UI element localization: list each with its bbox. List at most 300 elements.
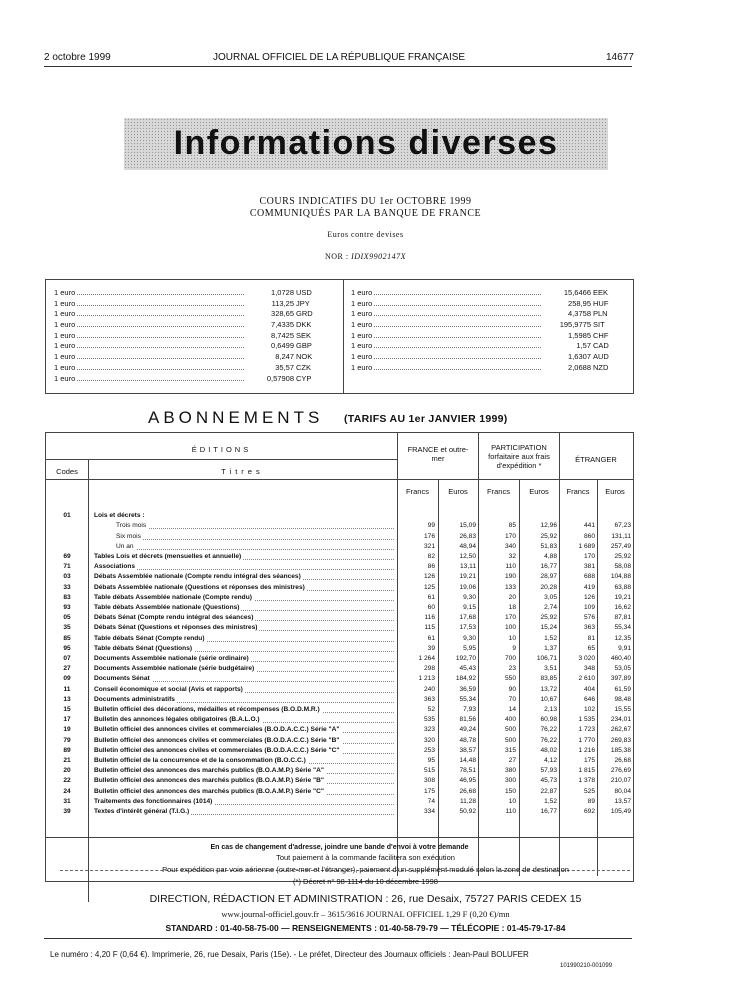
price-cell: 185,38 xyxy=(610,746,631,754)
table-row xyxy=(46,604,633,614)
price-cell: 51,83 xyxy=(540,542,557,550)
price-cell: 419 xyxy=(583,583,595,591)
currency-code: CHF xyxy=(593,330,609,340)
row-code: 05 xyxy=(63,614,71,622)
row-title: Six mois xyxy=(116,532,141,540)
row-code: 15 xyxy=(63,706,71,713)
price-cell: 26,68 xyxy=(614,757,631,764)
price-cell: 90 xyxy=(508,685,516,693)
row-code: 39 xyxy=(63,808,71,815)
price-cell: 52 xyxy=(427,706,435,713)
price-cell: 25,92 xyxy=(540,532,557,540)
row-divider xyxy=(46,459,397,460)
price-cell: 1 213 xyxy=(418,675,435,683)
dot-leader xyxy=(116,539,394,540)
price-cell: 57,93 xyxy=(540,767,557,775)
rate-row xyxy=(351,352,621,363)
row-divider xyxy=(46,837,633,838)
price-cell: 48,78 xyxy=(459,736,476,744)
price-cell: 380 xyxy=(504,767,516,775)
dot-leader xyxy=(94,569,394,570)
table-row xyxy=(46,757,633,767)
subscription-table xyxy=(45,432,634,882)
price-cell: 9,91 xyxy=(618,644,631,652)
table-row xyxy=(46,614,633,624)
price-cell: 240 xyxy=(423,685,435,693)
price-cell: 126 xyxy=(583,593,595,601)
row-code: 27 xyxy=(63,665,71,673)
row-title: Bulletin des annonces légales obligatoires (B.A.L.O.) xyxy=(94,716,260,724)
price-cell: 63,88 xyxy=(614,583,631,591)
row-title: Débats Sénat (Compte rendu intégral des séances) xyxy=(94,614,254,622)
row-code: 89 xyxy=(63,746,71,754)
price-cell: 25,92 xyxy=(614,553,631,560)
rate-value: 15,6466 xyxy=(563,288,591,297)
cours-line2: COMMUNIQUÉS PAR LA BANQUE DE FRANCE xyxy=(249,208,482,219)
row-code: 93 xyxy=(63,604,71,611)
price-cell: 9,30 xyxy=(463,593,476,601)
dot-leader xyxy=(374,347,541,348)
decret-note: (*) Décret n° 98-1114 du 10 décembre 1998 xyxy=(293,877,438,886)
expedition-note: Pour expédition par voie aérienne (outre-mer et l'étranger), paiement d'un supplément modulé selon la zone de destination xyxy=(162,865,569,874)
price-cell: 61 xyxy=(427,593,435,601)
table-row xyxy=(46,726,633,736)
rate-value: 0,6499 xyxy=(271,341,294,351)
currency-code: SEK xyxy=(296,330,312,340)
price-cell: 1 815 xyxy=(578,767,595,775)
price-cell: 60 xyxy=(427,604,435,611)
price-cell: 175 xyxy=(583,757,595,764)
currency-code: DKK xyxy=(296,320,312,330)
row-code: 03 xyxy=(63,573,71,581)
price-cell: 381 xyxy=(583,563,595,571)
table-row xyxy=(46,808,633,818)
price-cell: 170 xyxy=(583,553,595,560)
dot-leader xyxy=(77,326,244,327)
price-cell: 308 xyxy=(423,777,435,785)
price-cell: 3,51 xyxy=(544,665,557,673)
price-cell: 48,02 xyxy=(540,746,557,754)
price-cell: 17,53 xyxy=(459,624,476,632)
table-row xyxy=(46,512,633,522)
price-cell: 102 xyxy=(583,706,595,713)
rate-unit: 1 euro xyxy=(351,298,373,308)
header-codes: Codes xyxy=(56,467,78,476)
price-cell: 4,12 xyxy=(544,757,557,764)
rate-row xyxy=(54,320,324,331)
row-title: Documents administratifs xyxy=(94,695,175,703)
website-line: www.journal-officiel.gouv.fr – 3615/3616 JOURNAL OFFICIEL 1,29 F (0,20 €)/mn xyxy=(221,909,510,919)
price-cell: 110 xyxy=(505,563,516,571)
header-francs-3: Francs xyxy=(566,487,590,496)
price-cell: 190 xyxy=(504,573,516,581)
row-code: 71 xyxy=(63,563,71,571)
price-cell: 535 xyxy=(423,716,435,724)
price-cell: 38,57 xyxy=(459,746,476,754)
price-cell: 27 xyxy=(508,757,516,764)
table-row xyxy=(46,696,633,706)
rate-value: 328,65 xyxy=(271,309,294,319)
table-row xyxy=(46,594,633,604)
price-cell: 646 xyxy=(583,695,595,703)
price-cell: 133 xyxy=(504,583,516,591)
rate-unit: 1 euro xyxy=(54,362,76,372)
price-cell: 20,28 xyxy=(540,583,557,591)
cours-subtitle: Euros contre devises xyxy=(327,230,404,239)
currency-code: JPY xyxy=(296,298,310,308)
price-cell: 98,48 xyxy=(614,695,631,703)
dot-leader xyxy=(374,358,541,359)
price-cell: 95 xyxy=(427,757,435,764)
row-title: Conseil économique et social (Avis et rapports) xyxy=(94,685,243,693)
rate-unit: 1 euro xyxy=(351,341,373,351)
rate-row xyxy=(54,352,324,363)
price-cell: 321 xyxy=(423,542,435,550)
price-cell: 1,37 xyxy=(544,644,557,652)
price-cell: 363 xyxy=(423,695,435,703)
price-cell: 323 xyxy=(423,726,435,734)
row-title: Documents Sénat xyxy=(94,675,150,683)
price-cell: 348 xyxy=(583,665,595,673)
rate-unit: 1 euro xyxy=(351,362,373,372)
section-title: Informations diverses xyxy=(173,124,559,162)
table-row xyxy=(46,686,633,696)
price-cell: 10 xyxy=(508,797,516,805)
table-row xyxy=(46,716,633,726)
price-cell: 23 xyxy=(508,665,516,673)
price-cell: 175 xyxy=(423,787,435,795)
row-title: Débats Assemblée nationale (Compte rendu intégral des séances) xyxy=(94,573,301,581)
row-title: Tables Lois et décrets (mensuelles et annuelle) xyxy=(94,553,242,560)
row-title: Documents Assemblée nationale (série budgétaire) xyxy=(94,665,255,673)
price-cell: 53,05 xyxy=(614,665,631,673)
row-title: Textes d'intérêt général (T.I.G.) xyxy=(94,808,190,815)
price-cell: 500 xyxy=(504,726,516,734)
footer-rule xyxy=(44,938,632,939)
row-title: Traitements des fonctionnaires (1014) xyxy=(94,797,213,805)
rate-row xyxy=(351,341,621,352)
rate-row xyxy=(54,331,324,342)
row-code: 85 xyxy=(63,634,71,642)
dot-leader xyxy=(77,380,244,381)
row-code: 07 xyxy=(63,655,71,662)
dot-leader xyxy=(374,305,541,306)
price-cell: 81,56 xyxy=(459,716,476,724)
price-cell: 116 xyxy=(424,614,435,622)
price-cell: 688 xyxy=(583,573,595,581)
row-code: 21 xyxy=(63,757,71,764)
price-cell: 692 xyxy=(583,808,595,815)
rate-row xyxy=(351,320,621,331)
price-cell: 18 xyxy=(508,604,516,611)
bottom-code: 101990210-001099 xyxy=(560,963,613,969)
rate-unit: 1 euro xyxy=(54,330,76,340)
rates-divider xyxy=(343,280,344,393)
rate-row xyxy=(351,288,621,299)
row-code: 24 xyxy=(63,787,71,795)
price-cell: 12,50 xyxy=(459,553,476,560)
row-title: Table débats Sénat (Compte rendu) xyxy=(94,634,205,642)
rate-value: 8,247 xyxy=(275,352,294,362)
price-cell: 515 xyxy=(423,767,435,775)
price-cell: 12,35 xyxy=(614,634,631,642)
rate-value: 1,6307 xyxy=(568,352,591,362)
rates-right-column xyxy=(351,288,621,374)
price-cell: 22,87 xyxy=(540,787,557,795)
price-cell: 10,67 xyxy=(540,695,557,703)
rate-row xyxy=(54,363,324,374)
price-cell: 184,92 xyxy=(455,675,476,683)
rate-row xyxy=(54,341,324,352)
price-cell: 7,93 xyxy=(463,706,476,713)
price-cell: 85 xyxy=(508,522,516,530)
currency-code: SIT xyxy=(593,320,605,330)
dot-leader xyxy=(77,358,244,359)
rate-value: 8,7425 xyxy=(271,330,294,340)
direction-address: DIRECTION, RÉDACTION ET ADMINISTRATION : 26, rue Desaix, 75727 PARIS CEDEX 15 xyxy=(149,893,582,905)
page-number: 14677 xyxy=(606,52,634,63)
price-cell: 1 264 xyxy=(418,655,435,662)
dot-leader xyxy=(77,294,244,295)
header-francs-1: Francs xyxy=(406,487,429,496)
price-cell: 262,67 xyxy=(610,726,631,734)
table-row xyxy=(46,665,633,675)
row-title: Un an xyxy=(116,542,134,550)
dot-leader xyxy=(374,315,541,316)
price-cell: 1 723 xyxy=(578,726,595,734)
price-cell: 86 xyxy=(427,563,435,571)
rate-value: 195,9775 xyxy=(559,320,591,330)
price-cell: 1 535 xyxy=(578,716,595,724)
issue-date: 2 octobre 1999 xyxy=(44,52,111,63)
dot-leader xyxy=(374,369,541,370)
price-cell: 192,70 xyxy=(455,655,476,662)
price-cell: 104,88 xyxy=(610,573,631,581)
currency-code: CYP xyxy=(296,373,312,383)
price-cell: 110 xyxy=(505,808,516,815)
rates-left-column xyxy=(54,288,324,384)
price-cell: 550 xyxy=(504,675,516,683)
price-cell: 32 xyxy=(508,553,516,560)
price-cell: 1 378 xyxy=(578,777,595,785)
price-cell: 3 020 xyxy=(578,655,595,662)
rate-value: 4,3758 xyxy=(568,309,591,319)
row-title: Bulletin officiel de la concurrence et de la consommation (B.O.C.C.) xyxy=(94,757,306,764)
price-cell: 14 xyxy=(508,706,516,713)
price-cell: 1,52 xyxy=(544,797,557,805)
price-cell: 87,81 xyxy=(614,614,631,622)
price-cell: 16,77 xyxy=(540,563,557,571)
price-cell: 16,77 xyxy=(540,808,557,815)
row-code: 95 xyxy=(63,644,71,652)
row-code: 09 xyxy=(63,675,71,683)
currency-code: GRD xyxy=(296,309,313,319)
price-cell: 26,68 xyxy=(459,787,476,795)
nor-reference: NOR : IDIX9902147X xyxy=(324,252,406,261)
price-cell: 576 xyxy=(583,614,595,622)
rate-unit: 1 euro xyxy=(54,320,76,330)
price-cell: 17,68 xyxy=(459,614,476,622)
rate-value: 2,0688 xyxy=(568,362,591,372)
price-cell: 1 689 xyxy=(578,542,595,550)
row-title: Débats Sénat (Questions et réponses des ministres) xyxy=(94,624,258,632)
price-cell: 3,05 xyxy=(544,593,557,601)
price-cell: 25,92 xyxy=(540,614,557,622)
price-cell: 46,95 xyxy=(459,777,476,785)
row-code: 35 xyxy=(63,624,71,632)
row-title: Table débats Assemblée nationale (Questions) xyxy=(94,604,240,611)
price-cell: 320 xyxy=(423,736,435,744)
price-cell: 81 xyxy=(587,634,595,642)
rate-unit: 1 euro xyxy=(54,341,76,351)
dot-leader xyxy=(77,337,244,338)
tarifs-subtitle: (TARIFS AU 1er JANVIER 1999) xyxy=(344,413,508,425)
price-cell: 363 xyxy=(583,624,595,632)
change-notice: En cas de changement d'adresse, joindre une bande d'envoi à votre demande xyxy=(210,844,469,851)
price-cell: 1 770 xyxy=(578,736,595,744)
table-row xyxy=(46,573,633,583)
price-cell: 1 216 xyxy=(578,746,595,754)
row-code: 83 xyxy=(63,593,71,601)
price-cell: 45,43 xyxy=(459,665,476,673)
price-cell: 500 xyxy=(504,736,516,744)
price-cell: 78,51 xyxy=(459,767,476,775)
rate-unit: 1 euro xyxy=(351,330,373,340)
price-cell: 39 xyxy=(427,644,435,652)
price-cell: 257,49 xyxy=(610,542,631,550)
abonnements-title: ABONNEMENTS xyxy=(148,408,324,427)
row-title: Bulletin officiel des annonces civiles et commerciales (B.O.D.A.C.C.) Série "A" xyxy=(94,726,340,734)
price-cell: 16,62 xyxy=(614,604,631,611)
row-title: Associations xyxy=(94,563,136,571)
payment-note: Tout paiement à la commande facilitera son exécution xyxy=(276,853,455,862)
currency-code: NOK xyxy=(296,352,313,362)
price-cell: 83,85 xyxy=(540,675,557,683)
row-code: 79 xyxy=(63,736,71,744)
price-cell: 74 xyxy=(427,797,435,805)
price-cell: 105,49 xyxy=(610,808,631,815)
price-cell: 400 xyxy=(504,716,516,724)
price-cell: 19,21 xyxy=(614,593,631,601)
table-row xyxy=(46,635,633,645)
price-cell: 150 xyxy=(504,787,516,795)
price-cell: 334 xyxy=(423,808,435,815)
price-cell: 269,83 xyxy=(610,736,631,744)
dot-leader xyxy=(77,305,244,306)
cours-line1: COURS INDICATIFS DU 1er OCTOBRE 1999 xyxy=(259,196,472,207)
price-cell: 210,07 xyxy=(610,777,631,785)
rate-row xyxy=(54,374,324,385)
row-code: 01 xyxy=(63,512,71,519)
rate-row xyxy=(54,299,324,310)
row-code: 33 xyxy=(63,583,71,591)
rate-value: 0,57908 xyxy=(266,373,294,383)
table-row xyxy=(46,737,633,747)
price-cell: 2,13 xyxy=(544,706,557,713)
header-euros-1: Euros xyxy=(448,487,468,496)
table-row xyxy=(46,788,633,798)
price-cell: 100 xyxy=(504,624,516,632)
price-cell: 19,21 xyxy=(459,573,476,581)
row-code: 22 xyxy=(63,777,71,785)
table-row xyxy=(46,584,633,594)
price-cell: 298 xyxy=(423,665,435,673)
price-cell: 131,11 xyxy=(611,532,631,540)
currency-code: USD xyxy=(296,288,312,297)
rate-row xyxy=(351,299,621,310)
row-title: Table débats Assemblée nationale (Compte rendu) xyxy=(94,593,252,601)
price-cell: 15,55 xyxy=(614,706,631,713)
rate-row xyxy=(351,331,621,342)
price-cell: 1,52 xyxy=(544,634,557,642)
price-cell: 13,72 xyxy=(540,685,557,693)
price-cell: 99 xyxy=(427,522,435,530)
rate-unit: 1 euro xyxy=(54,298,76,308)
price-cell: 234,01 xyxy=(610,716,631,724)
currency-code: CZK xyxy=(296,362,311,372)
rate-row xyxy=(351,309,621,320)
table-row xyxy=(46,777,633,787)
currency-code: NZD xyxy=(593,362,609,372)
price-cell: 61 xyxy=(427,634,435,642)
price-cell: 300 xyxy=(504,777,516,785)
price-cell: 315 xyxy=(504,746,516,754)
table-row xyxy=(46,624,633,634)
row-title: Bulletin officiel des décorations, médailles et récompenses (B.O.D.M.R.) xyxy=(94,706,320,713)
price-cell: 5,95 xyxy=(463,644,476,652)
imprint-line: Le numéro : 4,20 F (0,64 €). Imprimerie, 26, rue Desaix, Paris (15e). - Le préfet, Directeur des Journaux officiels : Jean-Paul BOLUFER xyxy=(50,950,529,959)
header-participation: PARTICIPATION forfaitaire aux frais d'expédition * xyxy=(488,443,550,470)
row-divider xyxy=(46,479,633,480)
price-cell: 170 xyxy=(504,532,516,540)
row-title: Bulletin officiel des annonces des marchés publics (B.O.A.M.P.) Série "B" xyxy=(94,777,325,785)
rate-unit: 1 euro xyxy=(351,320,373,330)
rate-value: 1,5985 xyxy=(568,330,591,340)
rate-value: 35,57 xyxy=(275,362,294,372)
price-cell: 13,57 xyxy=(614,797,631,805)
header-etranger: ÉTRANGER xyxy=(575,455,617,464)
table-row xyxy=(46,798,633,808)
dot-leader xyxy=(374,294,541,295)
price-cell: 10 xyxy=(508,634,516,642)
table-row xyxy=(46,543,633,553)
price-cell: 58,08 xyxy=(614,563,631,571)
price-cell: 65 xyxy=(587,644,595,652)
dot-leader xyxy=(374,326,541,327)
rate-unit: 1 euro xyxy=(351,288,373,297)
table-row xyxy=(46,553,633,563)
rate-row xyxy=(54,309,324,320)
rate-unit: 1 euro xyxy=(54,288,76,297)
price-cell: 20 xyxy=(508,593,516,601)
table-row xyxy=(46,747,633,757)
price-cell: 700 xyxy=(504,655,516,662)
dot-leader xyxy=(77,369,244,370)
table-row xyxy=(46,706,633,716)
price-cell: 49,24 xyxy=(459,726,476,734)
rate-row xyxy=(54,288,324,299)
price-cell: 2 610 xyxy=(578,675,595,683)
dot-leader xyxy=(77,347,244,348)
rate-value: 113,25 xyxy=(271,298,294,308)
journal-title: JOURNAL OFFICIEL DE LA RÉPUBLIQUE FRANÇAISE xyxy=(213,52,466,63)
price-cell: 176 xyxy=(423,532,435,540)
price-cell: 9 xyxy=(512,644,516,652)
price-cell: 50,92 xyxy=(459,808,476,815)
currency-code: PLN xyxy=(593,309,608,319)
price-cell: 4,88 xyxy=(544,553,557,560)
row-title: Documents Assemblée nationale (série ordinaire) xyxy=(94,655,249,662)
